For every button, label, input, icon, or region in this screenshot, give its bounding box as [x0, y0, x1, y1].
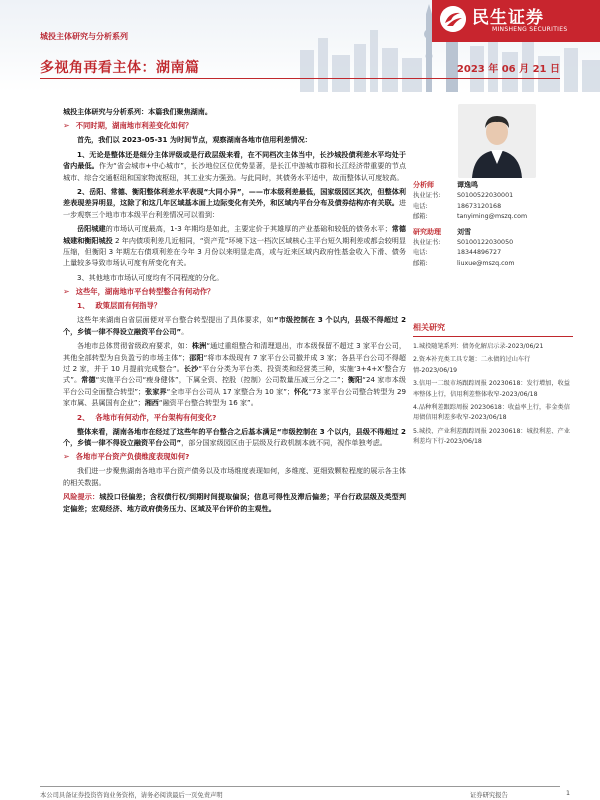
related-research-item[interactable]: 4.品种利差跟踪周报 20230618：收益率上行，非金类信用债信用利差多收窄-2023/06/18 — [413, 404, 570, 422]
related-research-item[interactable]: 2.资本补充类工具专题：二永债的过山车行情-2023/06/19 — [413, 356, 531, 374]
logo-chinese-text: 民生证券 — [472, 8, 544, 28]
footer-report-type: 证券研究报告 — [470, 792, 508, 799]
paragraph-text: 的市场认可度最高，1-3 年期均是如此，主要定价于其雄厚的产业基础和较低的债务水平； — [105, 224, 392, 234]
city-name: 张家界 — [145, 386, 167, 396]
paragraph-text: “实施平台公司“瘦身健体”，下属全资、控股（控制）公司数量压减三分之二”； — [95, 375, 348, 385]
paragraph-text: “24 家市本级平台公司全面整合转型”； — [63, 375, 407, 396]
assistant-cert-row — [413, 238, 573, 249]
assistant-role: 研究助理 — [413, 227, 441, 236]
phone-value: 18344896727 — [457, 249, 502, 256]
arrow-right-icon: ➢ — [63, 287, 70, 297]
city-name: 湘西 — [144, 398, 159, 408]
section-heading-3-text: 各地市平台资产负债维度表现如何? — [75, 452, 190, 462]
paragraph-text: 首先，我们以 2023-05-31 为时间节点，观察湖南各地市信用利差情况： — [77, 135, 312, 145]
paragraph-text: “平台分类为平台类、投资类和经营类三种，实施‘3+4+X’整合方式”。 — [63, 363, 407, 385]
arrow-right-icon: ➢ — [63, 121, 70, 131]
summary-column — [63, 106, 406, 514]
subheading-1 — [63, 300, 406, 311]
analyst-role-row — [413, 180, 573, 191]
paragraph — [63, 272, 406, 283]
email-label: 邮箱: — [413, 259, 428, 267]
paragraph-text: “全市平台公司从 17 家整合为 10 家”； — [166, 386, 294, 396]
email-label: 邮箱: — [413, 213, 428, 220]
assistant-name: 刘雪 — [457, 227, 471, 236]
arrow-right-icon: ➢ — [63, 452, 70, 462]
related-research — [413, 322, 573, 451]
related-research-item[interactable]: 3.信用一二级市场跟踪周报 20230618：发行增加，收益率整体上行，信用利差整体收窄-2023/06/18 — [413, 380, 570, 398]
intro-text: 城投主体研究与分析系列：本篇我们聚焦湖南。 — [63, 107, 212, 116]
email-value[interactable]: liuxue@mszq.com — [457, 259, 515, 267]
assistant-phone-row — [413, 248, 573, 259]
paragraph-text: “73 家平台公司整合转型为 29 家市属、县属国有企业”； — [63, 386, 407, 408]
email-value[interactable]: tanyiming@mszq.com — [457, 213, 528, 220]
bold-text: “市级控制在 3 个以内，县级不得超过 2 个，乡镇一律不得设立融资平台公司” — [63, 315, 407, 336]
paragraph — [63, 149, 406, 183]
bold-text: 1、无论是整体还是细分主体评级或是行政层级来看，在不同档次主体当中，长沙城投债利差水平均处于省内最低。 — [63, 149, 406, 171]
paragraph-text: ，部分国家级园区由于层级及行政机制本就不同，视作单独考虑。 — [181, 437, 387, 447]
analyst-info — [413, 180, 573, 269]
subheading-2 — [63, 412, 406, 423]
cert-label: 执业证书: — [413, 238, 441, 246]
phone-value: 18673120168 — [457, 202, 502, 210]
report-series: 城投主体研究与分析系列 — [40, 32, 128, 41]
header-divider — [40, 78, 560, 79]
paragraph-text: 。 — [181, 326, 189, 336]
city-name: 衡阳 — [347, 375, 363, 385]
section-heading-3 — [63, 451, 406, 462]
subheading-number: 1、 — [77, 301, 90, 311]
logo-english-text: MINSHENG SECURITIES — [492, 26, 568, 33]
bold-text: “市级控制在 3 个以内，县级不得超过 2 个，乡镇一律不得设立融资平台公司” — [63, 426, 406, 447]
section-heading-2 — [63, 286, 406, 297]
paragraph — [63, 134, 406, 145]
section-heading-1-text: 不同时期，湖南地市利差变化如何？ — [75, 121, 193, 131]
paragraph-text: 各地市总体贯彻省级政府要求，如： — [77, 341, 192, 351]
paragraph — [63, 340, 406, 408]
paragraph — [63, 465, 406, 488]
related-research-title: 相关研究 — [413, 322, 573, 337]
bold-text: 2、岳阳、常德、衡阳整体利差水平表现“大同小异”，——市本级利差最低，国家级园区其次，但整体利差表现差异明显，这除了和这几年区域基本面上边际变化有关外，和区域内平台分布及债券结构亦有关联。 — [63, 187, 406, 208]
city-name: 长沙 — [183, 363, 199, 373]
cert-value: S0100122030050 — [457, 238, 514, 246]
paragraph-text: 进一步观察三个地市市本级平台利差情况可以看到： — [63, 198, 406, 219]
report-date: 2023 年 06 月 21 日 — [456, 64, 560, 75]
analyst-cert-row — [413, 191, 573, 202]
page-title: 多视角再看主体：湖南篇 — [40, 60, 200, 76]
minsheng-logo-icon — [440, 6, 466, 32]
paragraph-text: 3、其他地市市场认可度均有不同程度的分化。 — [77, 272, 224, 282]
cert-label: 执业证书: — [413, 192, 441, 199]
analyst-phone-row — [413, 202, 573, 213]
risk-text: 城投口径偏差；含权债行权/到期时间提取偏误；信息可得性及滞后偏差；平台行政层级及类型判定偏差；宏观经济、地方政府债务压力、区域及平台评价的主观性。 — [63, 492, 406, 513]
risk-warning — [63, 491, 406, 514]
bold-text: 岳阳城建 — [77, 224, 106, 234]
risk-label: 风险提示： — [63, 492, 100, 502]
page-number: 1 — [566, 790, 571, 797]
bold-text: 常德城建和衡阳城投 — [63, 224, 407, 245]
paragraph-text: “融资平台整合转型为 16 家”。 — [158, 398, 258, 408]
footer-disclaimer: 本公司具备证券投资咨询业务资格，请务必阅读最后一页免责声明 — [40, 792, 223, 799]
paragraph-text: 2 年内债项利差几近相同，“资产荒”环境下这一档次区域核心主平台短久期利差或都会较明显压缩，但衡阳 3 年期左右债项利差在今年 3 月份以来明显走高，或与近来区域内政府性基金收入下滑、债务上量较多导致市场认可度有所变化有关。 — [63, 235, 406, 268]
analyst-photo — [458, 104, 536, 178]
analyst-role: 分析师 — [413, 181, 434, 189]
paragraph-text: 这些年来湖南自省层面便对平台整合转型提出了具体要求，如 — [77, 315, 274, 325]
paragraph — [63, 314, 406, 337]
report-header — [0, 0, 600, 92]
city-name: 邵阳 — [189, 352, 204, 362]
paragraph-text: “通过重组整合和清理退出，市本级保留不超过 3 家平台公司，其他全部转型为自负盈亏的市场主体”； — [63, 341, 407, 362]
paragraph-text: “将市本级现有 7 家平台公司撤并成 3 家；各县平台公司不得超过 2 家，并于 10 月提前完成整合”。 — [63, 352, 406, 373]
subheading-text: 各地市有何动作，平台架构有何变化? — [95, 412, 217, 422]
phone-label: 电话: — [413, 249, 428, 256]
analyst-email-row — [413, 212, 573, 223]
related-research-item[interactable]: 1.城投随笔系列：债务化解启示录-2023/06/21 — [413, 343, 544, 350]
subheading-text: 政策层面有何指导？ — [95, 301, 162, 311]
city-name: 株洲 — [191, 341, 207, 351]
city-name: 怀化 — [293, 386, 309, 396]
cert-value: S0100522030001 — [457, 192, 514, 199]
paragraph-text: 作为“省会城市+中心城市”，长沙地位区位优势显著，是长江中游城市群和长江经济带重要的节点城市、综合交通枢纽和国家物流枢纽，其工业实力强劲。与此同时，其债务水平适中，故而整体认可度较高。 — [63, 161, 407, 182]
person-portrait-icon — [458, 104, 536, 178]
company-logo — [432, 0, 600, 42]
bold-text: 整体来看，湖南各地市在经过了这些年的平台整合之后基本满足 — [77, 426, 277, 436]
paragraph — [63, 426, 406, 449]
section-heading-1 — [63, 120, 406, 131]
city-name: 常德 — [81, 375, 96, 385]
section-heading-2-text: 这些年，湖南地市平台转型整合有何动作？ — [75, 287, 215, 297]
assistant-email-row — [413, 259, 573, 270]
subheading-number: 2、 — [77, 412, 90, 422]
phone-label: 电话: — [413, 202, 428, 210]
footer-divider — [40, 786, 560, 787]
related-research-item[interactable]: 5.城投、产业利差跟踪周报 20230618：城投利差、产业利差均下行-2023/06/18 — [413, 427, 570, 446]
assistant-role-row — [413, 227, 573, 238]
analyst-name: 谭逸鸣 — [457, 181, 478, 189]
paragraph — [63, 223, 406, 269]
paragraph-text: 我们进一步聚焦湖南各地市平台资产债务以及市场维度表现如何，多维度、更细致颗粒程度的展示各主体的相关数据。 — [63, 466, 406, 487]
paragraph — [63, 186, 406, 220]
